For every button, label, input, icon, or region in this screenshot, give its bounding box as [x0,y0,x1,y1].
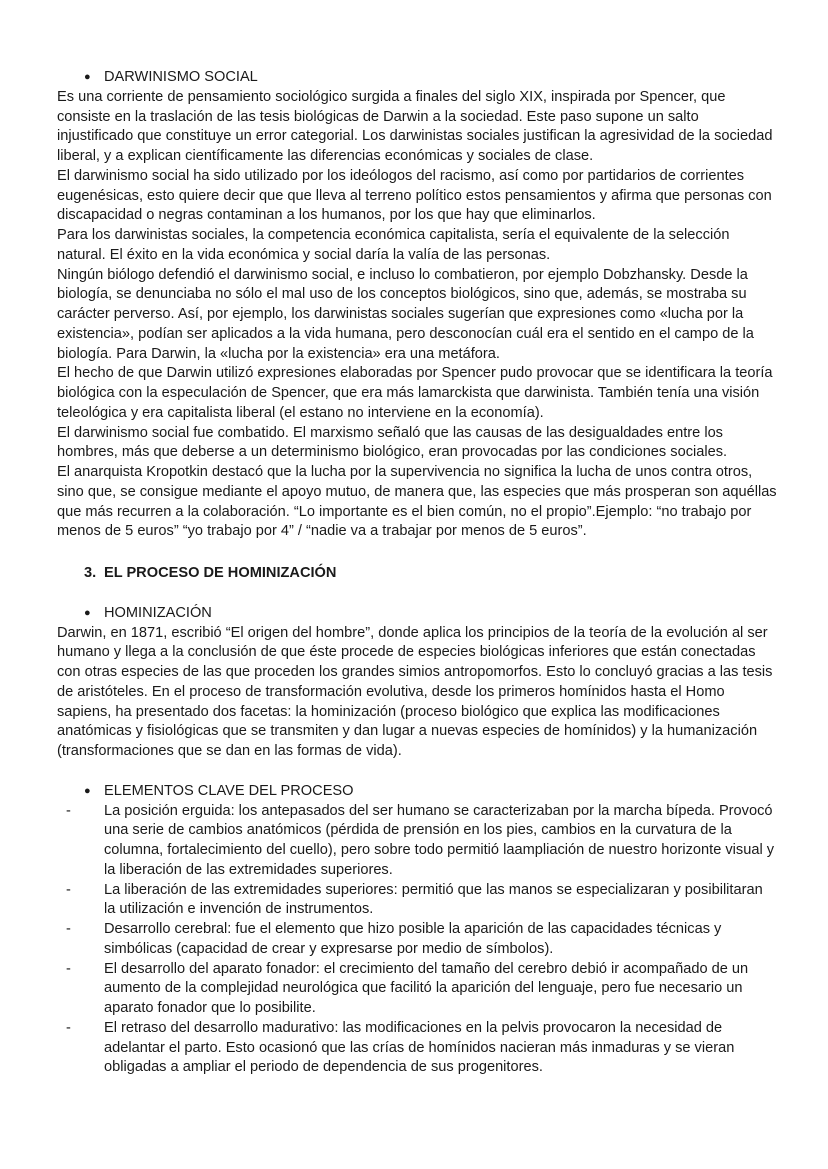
section-number: 3. [84,565,97,581]
heading-hominizacion [57,604,777,624]
bullet-icon: ● [84,784,91,797]
list-item [57,1019,777,1078]
list-item-text: El retraso del desarrollo madurativo: las modificaciones en la pelvis provocaron la necesidad de adelantar el parto. Esto ocasionó que las crías de homínidos nacieran más inmaduras y se vieran obligadas a ampliar el periodo de dependencia de sus progenitores. [104,1019,735,1076]
paragraph: El hecho de que Darwin utilizó expresiones elaboradas por Spencer pudo provocar que se identificara la teoría biológica con la especulación de Spencer, que era más lamarckista que darwinista. También tenía una visión teleológica y era capitalista liberal (el estano no interviene en la economía). [57,365,773,421]
dash-icon: - [66,921,71,937]
heading-elementos-clave [57,782,777,802]
paragraph: Es una corriente de pensamiento sociológico surgida a finales del siglo XIX, inspirada por Spencer, que consiste en la traslación de las tesis biológicas de Darwin a la sociedad. Este paso supone un salto injustificado que constituye un error categorial. Los darwinistas sociales justifican la agresividad de la sociedad liberal, y a explican científicamente las diferencias económicas y sociales de clase. [57,88,773,164]
list-item-text: La posición erguida: los antepasados del ser humano se caracterizaban por la marcha bípeda. Provocó una serie de cambios anatómicos (pérdida de prensión en los pies, cambios en la curvatura de la columna, fortalecimiento del cuello), pero sobre todo permitió laampliación de nuestro horizonte visual y la liberación de las extremidades superiores. [104,802,775,878]
dash-icon: - [66,802,71,819]
paragraph: Ningún biólogo defendió el darwinismo social, e incluso lo combatieron, por ejemplo Dobzhansky. Desde la biología, se denunciaba no sólo el mal uso de los conceptos biológicos, sino que, además, se mostraba su carácter perverso. Así, por ejemplo, los darwinistas sociales sugerían que expresiones como «lucha por la existencia», podían ser aplicados a la vida humana, pero desconocían cuál era el sentido en el campo de la biología. Para Darwin, la «lucha por la existencia» era una metáfora. [57,266,754,362]
bullet-icon: ● [84,606,91,619]
heading-text: ELEMENTOS CLAVE DEL PROCESO [104,782,354,799]
paragraph: Darwin, en 1871, escribió “El origen del hombre”, donde aplica los principios de la teoría de la evolución al ser humano y llega a la conclusión de que éste procede de especies biológicas inferiores que están conectadas con otras especies de las que proceden los grandes simios antropomorfos. Esto lo concluyó gracias a las tesis de aristóteles. En el proceso de transformación evolutiva, desde los primeros homínidos hasta el Homo sapiens, ha presentado dos facetas: la hominización (proceso biológico que explica las modificaciones anatómicas y fisiológicas que se transmiten y dan lugar a nuevas especies de homínidos) y la humanización (transformaciones que se dan en las formas de vida). [57,624,773,759]
elementos-list [57,802,777,1079]
paragraph: Para los darwinistas sociales, la competencia económica capitalista, sería el equivalente de la selección natural. El éxito en la vida económica y social daría la valía de las personas. [57,227,730,263]
dash-icon: - [66,881,71,898]
paragraph: El darwinismo social ha sido utilizado por los ideólogos del racismo, así como por partidarios de corrientes eugenésicas, esto quiere decir que que lleva al terreno político estos pensamientos y afirma que personas con discapacidad o negras contaminan a los humanos, por los que hay que eliminarlos. [57,167,772,224]
paragraph: El anarquista Kropotkin destacó que la lucha por la supervivencia no significa la lucha de unos contra otros, sino que, se consigue mediante el apoyo mutuo, de manera que, las especies que más prosperan son aquéllas que más recurren a la colaboración. “Lo importante es el bien común, no el propio”.Ejemplo: “no trabajo por menos de 5 euros” “yo trabajo por 4” / “nadie va a trabajar por menos de 5 euros”. [57,464,777,540]
list-item [57,881,777,921]
paragraph: El darwinismo social fue combatido. El marxismo señaló que las causas de las desigualdades entre los hombres, más que deberse a un determinismo biológico, eran provocadas por las condiciones sociales. [57,424,728,461]
list-item-text: La liberación de las extremidades superiores: permitió que las manos se especializaran y posibilitaran la utilización e invención de instrumentos. [104,881,763,918]
section-title [57,564,777,584]
heading-darwinismo-social [57,68,777,88]
dash-icon: - [66,960,71,977]
dash-icon: - [66,1019,71,1036]
list-item [57,802,777,881]
bullet-icon: ● [84,71,91,83]
heading-text: DARWINISMO SOCIAL [104,69,258,85]
heading-text: HOMINIZACIÓN [104,604,212,621]
document-page [57,68,777,1078]
list-item-text: Desarrollo cerebral: fue el elemento que hizo posible la aparición de las capacidades técnicas y simbólicas (capacidad de crear y expresarse por medio de símbolos). [104,921,722,957]
list-item [57,960,777,1019]
list-item [57,920,777,960]
list-item-text: El desarrollo del aparato fonador: el crecimiento del tamaño del cerebro debió ir acompañado de un aumento de la complejidad neurológica que facilitó la aparición del lenguaje, pero fue necesario un aparato fonador que lo posibilite. [104,960,749,1016]
section-title-text: EL PROCESO DE HOMINIZACIÓN [104,565,337,581]
